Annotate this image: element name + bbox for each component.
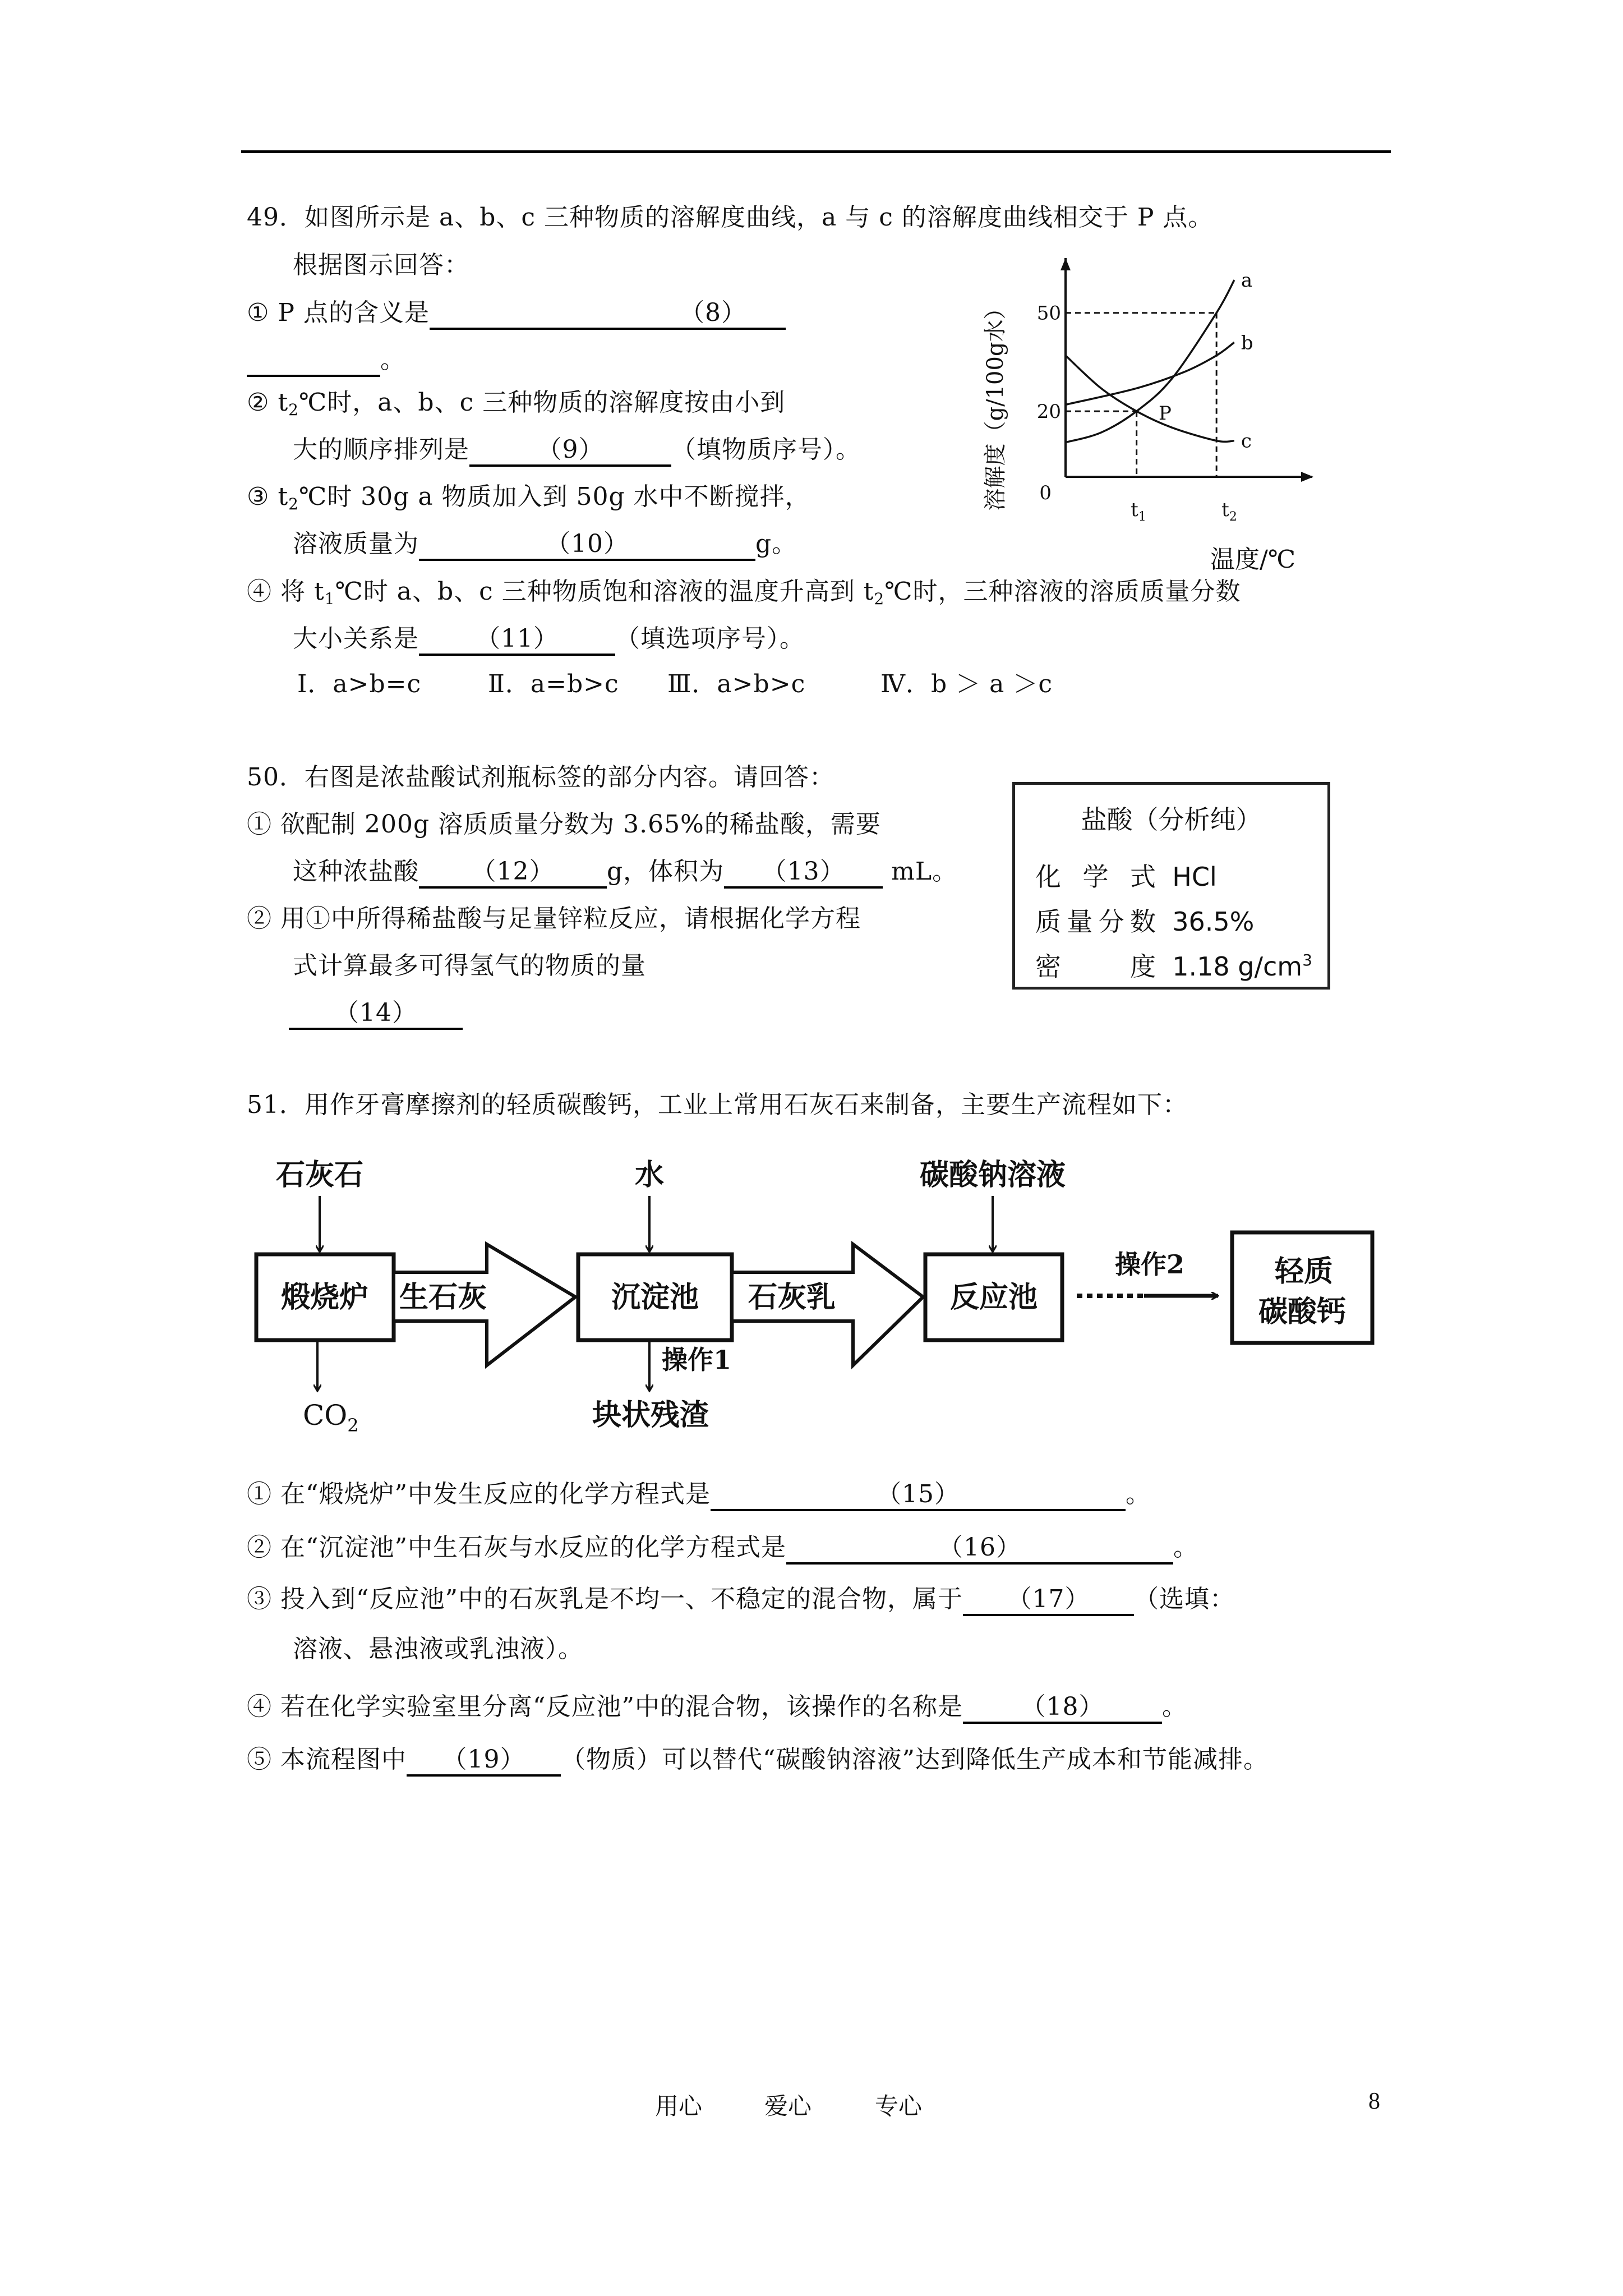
operation1-label: 操作1 bbox=[662, 1345, 732, 1375]
arrow-quicklime-label: 生石灰 bbox=[399, 1280, 487, 1314]
y-tick-50: 50 bbox=[1036, 302, 1061, 325]
blank-label-9: （9） bbox=[537, 435, 604, 464]
q51-part4-suffix: 。 bbox=[1161, 1692, 1187, 1721]
q50-part2-line2: 式计算最多可得氢气的物质的量 bbox=[293, 951, 646, 980]
q51-part4-prefix: ④ 若在化学实验室里分离“反应池”中的混合物，该操作的名称是 bbox=[247, 1692, 963, 1721]
q51-part1-suffix: 。 bbox=[1125, 1480, 1151, 1508]
q50-part1-prefix: 这种浓盐酸 bbox=[293, 857, 419, 886]
y-axis-label: 溶解度（g/100g水） bbox=[983, 297, 1008, 511]
q51-part4 bbox=[247, 1690, 1187, 1724]
q51-stem: 51．用作牙膏摩擦剂的轻质碳酸钙，工业上常用石灰石来制备，主要生产流程如下： bbox=[247, 1091, 1188, 1119]
q49-stem-line1: 49．如图所示是 a、b、c 三种物质的溶解度曲线，a 与 c 的溶解度曲线相交于 P 点。 bbox=[247, 203, 1214, 232]
q49-part2-prefix: 大的顺序排列是 bbox=[293, 435, 469, 464]
label-value: HCl bbox=[1172, 862, 1217, 892]
q49-part4-prefix: 大小关系是 bbox=[293, 624, 419, 653]
q49-part3-line1 bbox=[247, 480, 810, 521]
chart-plot bbox=[1037, 258, 1313, 482]
label-value: 36.5% bbox=[1172, 907, 1255, 937]
origin-label: 0 bbox=[1039, 482, 1052, 504]
q49-part4-a: 将 t bbox=[280, 577, 325, 606]
t2-sub: 2 bbox=[874, 590, 885, 608]
output-residue: 块状残渣 bbox=[592, 1398, 709, 1432]
label-title: 盐酸（分析纯） bbox=[1081, 804, 1262, 835]
blank-label-18: （18） bbox=[1021, 1692, 1104, 1721]
curve-label-b: b bbox=[1241, 332, 1253, 355]
label-row-density bbox=[1035, 946, 1312, 983]
q49-part2-num: ② bbox=[247, 388, 270, 417]
option-1: Ⅰ．a>b=c bbox=[297, 670, 422, 698]
q50-part1-suffix: mL。 bbox=[883, 857, 958, 886]
q49-part3-prefix: 溶液质量为 bbox=[293, 530, 419, 558]
option-3: Ⅲ．a>b>c bbox=[667, 670, 806, 698]
footer-motto-3: 专心 bbox=[875, 2092, 923, 2120]
q49-part2-line1 bbox=[247, 386, 785, 427]
blank-label-15: （15） bbox=[876, 1480, 960, 1508]
input-limestone: 石灰石 bbox=[275, 1158, 364, 1192]
curve-b bbox=[1066, 342, 1234, 404]
q51-part1 bbox=[247, 1478, 1151, 1511]
x-tick-t1: $t_1$ bbox=[1131, 499, 1146, 524]
q50-part1-line1: ① 欲配制 200g 溶质质量分数为 3.65%的稀盐酸，需要 bbox=[247, 810, 881, 839]
t2-t: t bbox=[278, 482, 289, 511]
answer-blank-8-cont[interactable] bbox=[247, 346, 380, 377]
q49-part3-suffix: g。 bbox=[755, 530, 797, 558]
blank-label-13: （13） bbox=[762, 857, 845, 886]
point-p-label: P bbox=[1159, 402, 1172, 425]
q49-part4-suffix: （填选项序号）。 bbox=[615, 624, 805, 653]
solubility-chart bbox=[976, 236, 1324, 572]
label-key: 质量分数 bbox=[1035, 907, 1156, 937]
answer-blank-16[interactable] bbox=[786, 1533, 1173, 1565]
y-axis-arrow-icon bbox=[1061, 258, 1071, 270]
q50-part1-line2 bbox=[293, 855, 957, 889]
label-key: 密度 bbox=[1035, 951, 1156, 982]
answer-blank-11[interactable] bbox=[419, 624, 615, 656]
option-4: Ⅳ．b ＞ a ＞c bbox=[880, 670, 1053, 698]
t2-sub: 2 bbox=[288, 401, 299, 419]
q49-part4-line2 bbox=[293, 622, 805, 656]
x-axis-label: 温度/℃ bbox=[1210, 545, 1296, 572]
answer-blank-12[interactable] bbox=[419, 857, 607, 889]
t2-t: t bbox=[278, 388, 289, 417]
blank-label-10: （10） bbox=[546, 530, 629, 558]
label-key: 化学式 bbox=[1035, 862, 1156, 892]
q51-part2-prefix: ② 在“沉淀池”中生石灰与水反应的化学方程式是 bbox=[247, 1533, 786, 1562]
input-water: 水 bbox=[634, 1158, 665, 1192]
q51-part3-prefix: ③ 投入到“反应池”中的石灰乳是不均一、不稳定的混合物，属于 bbox=[247, 1585, 963, 1613]
q49-part3-num: ③ bbox=[247, 482, 270, 511]
y-tick-20: 20 bbox=[1036, 401, 1061, 424]
page-number: 8 bbox=[1368, 2088, 1380, 2114]
q51-part2-suffix: 。 bbox=[1173, 1533, 1198, 1562]
q51-part1-prefix: ① 在“煅烧炉”中发生反应的化学方程式是 bbox=[247, 1480, 711, 1508]
q49-part2-suffix: （填物质序号）。 bbox=[671, 435, 861, 464]
q51-part3-line2: 溶液、悬浊液或乳浊液）。 bbox=[293, 1635, 583, 1663]
q49-part4-line1 bbox=[247, 575, 1241, 616]
hcl-reagent-label bbox=[1012, 782, 1330, 990]
blank-label-12: （12） bbox=[471, 857, 555, 886]
q51-part5-prefix: ⑤ 本流程图中 bbox=[247, 1745, 407, 1774]
q51-part3-line1 bbox=[247, 1582, 1235, 1616]
q49-part4-num: ④ bbox=[247, 577, 272, 606]
q49-part1-cont bbox=[247, 343, 405, 377]
q49-options bbox=[297, 668, 1053, 701]
answer-blank-13[interactable] bbox=[724, 857, 883, 889]
input-sodium-carbonate: 碳酸钠溶液 bbox=[919, 1158, 1066, 1192]
q51-part5 bbox=[247, 1743, 1269, 1777]
blank-label-11: （11） bbox=[476, 624, 559, 653]
label-value: 1.18 g/cm bbox=[1172, 951, 1303, 982]
x-axis-arrow-icon bbox=[1301, 472, 1313, 482]
curve-label-a: a bbox=[1241, 269, 1253, 292]
arrow-lime-milk-label: 石灰乳 bbox=[748, 1280, 836, 1314]
q49-part4-c: ℃时，三种溶液的溶质质量分数 bbox=[884, 577, 1241, 606]
q50-stem: 50．右图是浓盐酸试剂瓶标签的部分内容。请回答： bbox=[247, 763, 834, 792]
blank-label-17: （17） bbox=[1007, 1585, 1090, 1613]
label-row-formula bbox=[1035, 857, 1217, 894]
blank-label-16: （16） bbox=[938, 1533, 1021, 1562]
header-rule bbox=[241, 150, 1391, 153]
label-value-sup: 3 bbox=[1302, 951, 1312, 969]
blank-label-14: （14） bbox=[334, 999, 417, 1027]
box4-line2: 碳酸钙 bbox=[1258, 1295, 1347, 1329]
q50-part2-line1: ② 用①中所得稀盐酸与足量锌粒反应，请根据化学方程 bbox=[247, 904, 861, 933]
q49-part1-end: 。 bbox=[380, 346, 405, 374]
q51-part5-suffix: （物质）可以替代“碳酸钠溶液”达到降低生产成本和节能减排。 bbox=[561, 1745, 1269, 1774]
footer-motto-1: 用心 bbox=[655, 2092, 703, 2120]
option-2: Ⅱ．a=b>c bbox=[488, 670, 619, 698]
footer-motto-2: 爱心 bbox=[764, 2092, 812, 2120]
curve-label-c: c bbox=[1241, 430, 1252, 453]
q49-part1 bbox=[247, 296, 786, 330]
q50-part1-mid: g，体积为 bbox=[607, 857, 725, 886]
answer-blank-18[interactable] bbox=[963, 1692, 1162, 1724]
q51-part2 bbox=[247, 1531, 1198, 1565]
q49-part2-text: ℃时，a、b、c 三种物质的溶解度按由小到 bbox=[298, 388, 786, 417]
blank-label-19: （19） bbox=[442, 1745, 525, 1774]
answer-blank-9[interactable] bbox=[469, 435, 671, 467]
box-reaction-tank-label: 反应池 bbox=[949, 1280, 1038, 1314]
box-furnace-label: 煅烧炉 bbox=[280, 1280, 369, 1314]
q49-part3-text: ℃时 30g a 物质加入到 50g 水中不断搅拌， bbox=[298, 482, 810, 511]
answer-blank-15[interactable] bbox=[711, 1480, 1126, 1511]
q49-part4-b: ℃时 a、b、c 三种物质饱和溶液的温度升高到 t bbox=[335, 577, 874, 606]
q51-part3-suffix: （选填： bbox=[1133, 1585, 1235, 1613]
q49-stem-line2: 根据图示回答： bbox=[293, 251, 469, 279]
t2-sub: 2 bbox=[288, 495, 299, 513]
label-row-mass-fraction bbox=[1035, 901, 1254, 938]
box-settling-tank-label: 沉淀池 bbox=[611, 1280, 699, 1314]
answer-blank-19[interactable] bbox=[407, 1745, 561, 1777]
x-tick-t2: $t_2$ bbox=[1221, 499, 1237, 524]
answer-blank-10[interactable] bbox=[419, 530, 755, 561]
q49-part2-line2 bbox=[293, 433, 861, 467]
answer-blank-8[interactable] bbox=[430, 298, 786, 330]
operation2-label: 操作2 bbox=[1114, 1249, 1185, 1280]
box4-line1: 轻质 bbox=[1274, 1254, 1334, 1289]
q49-part1-prefix: ① P 点的含义是 bbox=[247, 298, 430, 327]
q50-part2-line3 bbox=[289, 996, 463, 1030]
output-co2: $CO_2$ bbox=[303, 1399, 359, 1436]
answer-blank-17[interactable] bbox=[963, 1585, 1134, 1616]
blank-label-8: （8） bbox=[680, 298, 747, 327]
t1-sub: 1 bbox=[324, 590, 335, 608]
answer-blank-14[interactable] bbox=[289, 999, 463, 1030]
q49-part3-line2 bbox=[293, 527, 797, 561]
process-flow-diagram bbox=[236, 1156, 1402, 1447]
